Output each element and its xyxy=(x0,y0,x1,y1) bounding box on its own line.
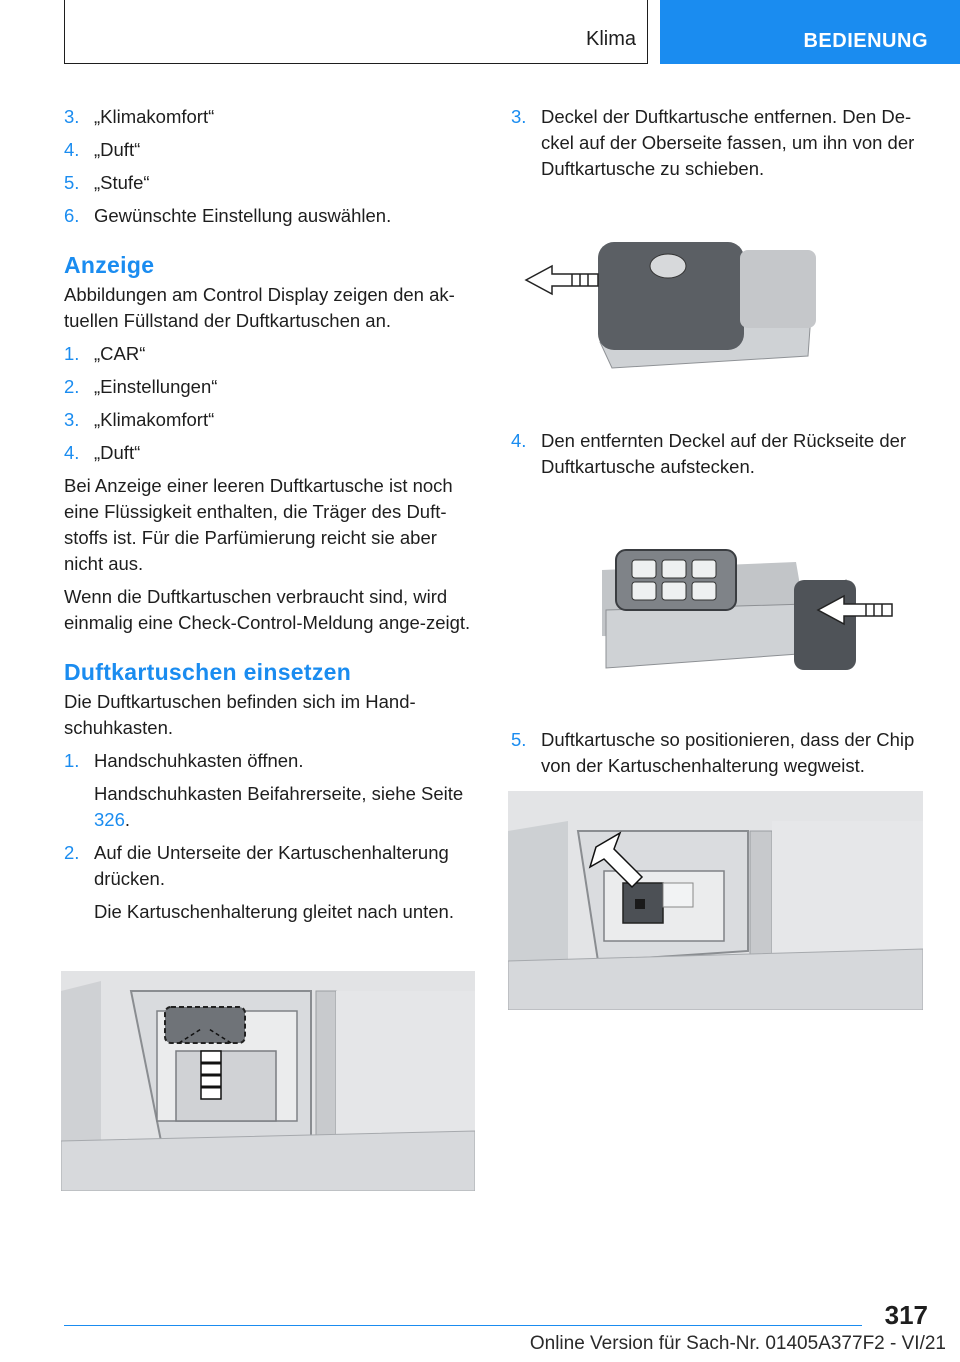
list-number: 1. xyxy=(64,343,80,364)
list-item xyxy=(64,440,472,466)
list-item xyxy=(64,104,472,130)
list-item xyxy=(64,407,472,433)
header-section-title: Klima xyxy=(585,28,636,50)
footer-version: Online Version für Sach-Nr. 01405A377F2 - VI/21 xyxy=(529,1333,946,1354)
anzeige-intro: Abbildungen am Control Display zeigen den ak-tuellen Füllstand der Duftkartuschen an. xyxy=(64,284,455,331)
step-item xyxy=(64,840,472,892)
step-text: Duftkartusche so positionieren, dass der Chip von der Kartuschenhalterung wegweist. xyxy=(541,729,915,776)
step-subtext xyxy=(64,781,472,833)
step-number: 3. xyxy=(511,106,527,127)
einsetzen-intro: Die Duftkartuschen befinden sich im Hand-schuhkasten. xyxy=(64,691,416,738)
heading-anzeige: Anzeige xyxy=(64,252,155,278)
list-item xyxy=(64,341,472,367)
step-text: Deckel der Duftkartusche entfernen. Den De-ckel auf der Oberseite fassen, um ihn von der Duftkartusche zu schieben. xyxy=(541,106,915,179)
step-item xyxy=(64,748,472,774)
attach-lid-illustration xyxy=(596,540,914,680)
list-item xyxy=(64,170,472,196)
list-number: 4. xyxy=(64,139,80,160)
right-column xyxy=(511,104,929,189)
list-item xyxy=(64,137,472,163)
list-text: „Einstellungen“ xyxy=(94,376,218,397)
position-chip-illustration xyxy=(508,791,923,1010)
list-number: 2. xyxy=(64,376,80,397)
step-sub-pre: Handschuhkasten Beifahrerseite, siehe Seite xyxy=(94,783,464,804)
position-chip-drawing xyxy=(508,791,923,1010)
right-column-step4 xyxy=(511,428,929,487)
list-item xyxy=(64,203,472,229)
list-text: Gewünschte Einstellung auswählen. xyxy=(94,205,392,226)
step-item xyxy=(511,727,929,779)
paragraph-empty-cartridge: Bei Anzeige einer leeren Duftkartusche ist noch eine Flüssigkeit enthalten, die Träger des Duft-stoffs ist. Für die Parfümierung reicht sie aber nicht aus. xyxy=(64,475,453,574)
attach-lid-drawing xyxy=(596,540,914,680)
list-text: „Duft“ xyxy=(94,442,141,463)
step-item xyxy=(511,428,929,480)
list-text: „Duft“ xyxy=(94,139,141,160)
left-column xyxy=(64,104,472,932)
paragraph-check-control: Wenn die Duftkartuschen verbraucht sind, wird einmalig eine Check-Control-Meldung ange-zeigt. xyxy=(64,586,471,633)
step-text: Handschuhkasten öffnen. xyxy=(94,750,304,771)
glovebox-holder-drawing xyxy=(61,971,475,1191)
list-text: „Stufe“ xyxy=(94,172,150,193)
list-text: „CAR“ xyxy=(94,343,146,364)
list-number: 3. xyxy=(64,409,80,430)
step-text: Den entfernten Deckel auf der Rückseite der Duftkartusche aufstecken. xyxy=(541,430,907,477)
step-number: 2. xyxy=(64,842,80,863)
footer-divider xyxy=(64,1325,862,1326)
step-text: Auf die Unterseite der Kartuschenhalterung drücken. xyxy=(94,842,449,889)
step-sub-post: . xyxy=(124,809,131,830)
list-number: 3. xyxy=(64,106,80,127)
list-number: 6. xyxy=(64,205,80,226)
header-chapter-tab: BEDIENUNG xyxy=(660,0,960,64)
list-text: „Klimakomfort“ xyxy=(94,409,215,430)
step-number: 1. xyxy=(64,750,80,771)
list-item xyxy=(64,374,472,400)
right-column-step5 xyxy=(511,727,929,786)
list-number: 5. xyxy=(64,172,80,193)
glovebox-holder-illustration xyxy=(61,971,475,1191)
list-text: „Klimakomfort“ xyxy=(94,106,215,127)
page-reference-link[interactable]: 326 xyxy=(94,809,125,830)
remove-lid-illustration xyxy=(512,236,822,376)
list-number: 4. xyxy=(64,442,80,463)
step-number: 5. xyxy=(511,729,527,750)
step-number: 4. xyxy=(511,430,527,451)
page-number: 317 xyxy=(884,1300,928,1330)
remove-lid-drawing xyxy=(512,236,822,376)
heading-einsetzen: Duftkartuschen einsetzen xyxy=(64,659,352,685)
step-item xyxy=(511,104,929,182)
step-subtext: Die Kartuschenhalterung gleitet nach unten. xyxy=(94,901,454,922)
